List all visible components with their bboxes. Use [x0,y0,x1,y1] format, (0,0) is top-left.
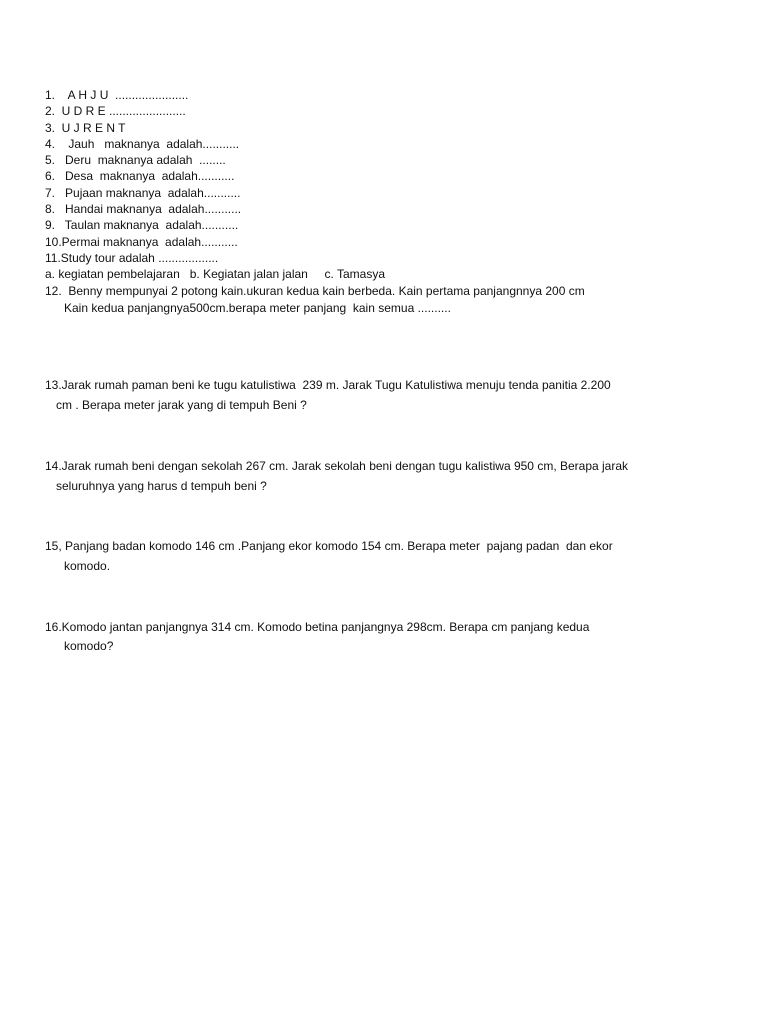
question-13-line-2: cm . Berapa meter jarak yang di tempuh Beni ? [56,398,307,412]
question-6: 6. Desa maknanya adalah........... [45,169,235,183]
question-14-line-2: seluruhnya yang harus d tempuh beni ? [56,479,267,493]
question-12-line-2: Kain kedua panjangnya500cm.berapa meter panjang kain semua .......... [64,301,451,315]
question-10: 10.Permai maknanya adalah........... [45,235,238,249]
question-13-line-1: 13.Jarak rumah paman beni ke tugu katulistiwa 239 m. Jarak Tugu Katulistiwa menuju tenda panitia 2.200 [45,378,611,392]
question-16-line-2: komodo? [64,639,114,653]
question-16-line-1: 16.Komodo jantan panjangnya 314 cm. Komodo betina panjangnya 298cm. Berapa cm panjang kedua [45,620,590,634]
question-12-line-1: 12. Benny mempunyai 2 potong kain.ukuran kedua kain berbeda. Kain pertama panjangnnya 200 cm [45,284,585,298]
question-7: 7. Pujaan maknanya adalah........... [45,186,241,200]
question-1: 1. A H J U ...................... [45,88,189,102]
question-5: 5. Deru maknanya adalah ........ [45,153,226,167]
question-14-line-1: 14.Jarak rumah beni dengan sekolah 267 cm. Jarak sekolah beni dengan tugu kalistiwa 950 cm, Berapa jarak [45,459,629,473]
question-11: 11.Study tour adalah .................. [45,251,219,265]
question-8: 8. Handai maknanya adalah........... [45,202,242,216]
question-2: 2. U D R E ....................... [45,104,186,118]
question-9: 9. Taulan maknanya adalah........... [45,218,239,232]
question-3: 3. U J R E N T [45,121,126,135]
question-11-options: a. kegiatan pembelajaran b. Kegiatan jalan jalan c. Tamasya [45,267,385,281]
question-4: 4. Jauh maknanya adalah........... [45,137,240,151]
question-15-line-2: komodo. [64,559,111,573]
question-15-line-1: 15, Panjang badan komodo 146 cm .Panjang ekor komodo 154 cm. Berapa meter pajang padan dan ekor [45,539,613,553]
